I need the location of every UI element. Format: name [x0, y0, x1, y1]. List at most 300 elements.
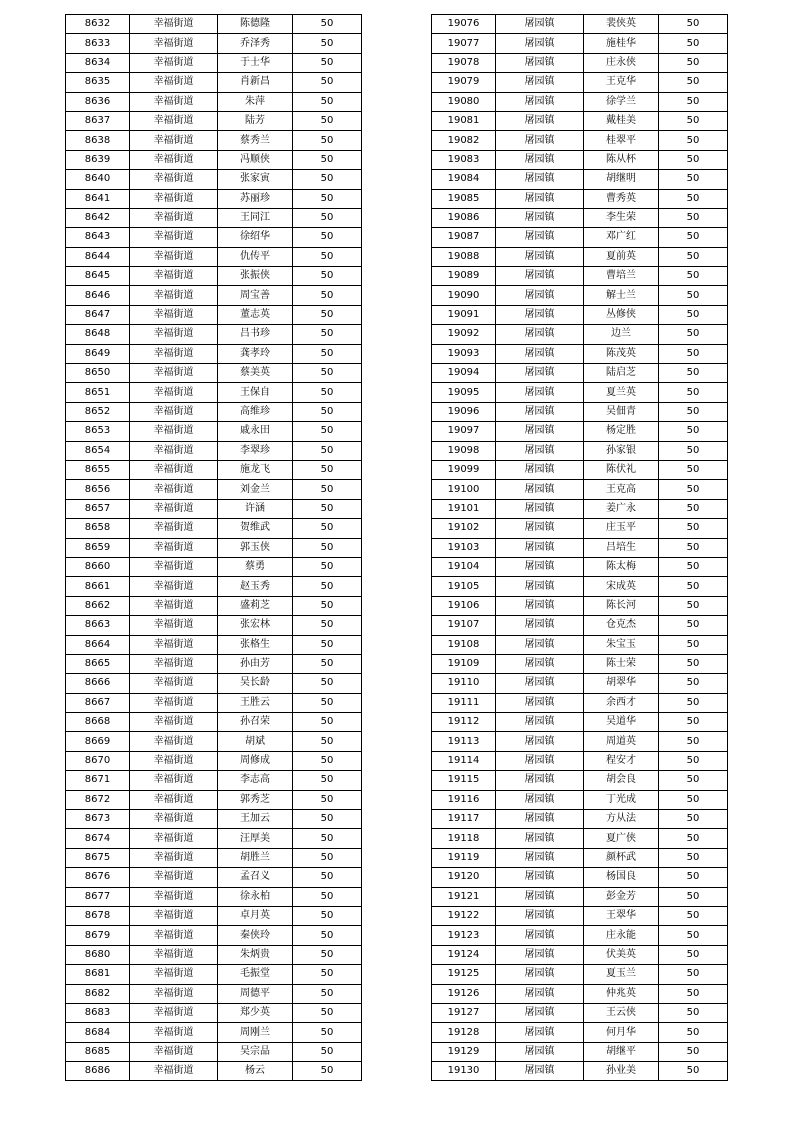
amount-cell: 50 — [293, 635, 362, 654]
person-name-cell: 胡胜兰 — [218, 848, 293, 867]
district-cell: 幸福街道 — [130, 228, 218, 247]
table-row — [66, 422, 362, 441]
amount-cell: 50 — [293, 906, 362, 925]
amount-cell: 50 — [659, 53, 728, 72]
amount-cell: 50 — [293, 499, 362, 518]
record-number-cell: 19077 — [432, 34, 496, 53]
record-number-cell: 8679 — [66, 926, 130, 945]
person-name-cell: 庄永能 — [584, 926, 659, 945]
record-number-cell: 8654 — [66, 441, 130, 460]
record-number-cell: 19086 — [432, 208, 496, 227]
record-number-cell: 19099 — [432, 460, 496, 479]
amount-cell: 50 — [659, 15, 728, 34]
table-row — [432, 441, 728, 460]
table-row — [66, 732, 362, 751]
person-name-cell: 吴道华 — [584, 713, 659, 732]
district-cell: 幸福街道 — [130, 713, 218, 732]
district-cell: 屠园镇 — [496, 247, 584, 266]
table-row — [66, 402, 362, 421]
person-name-cell: 丁光成 — [584, 790, 659, 809]
record-number-cell: 8645 — [66, 267, 130, 286]
table-row — [432, 92, 728, 111]
table-row — [432, 984, 728, 1003]
person-name-cell: 庄永侠 — [584, 53, 659, 72]
table-row — [66, 519, 362, 538]
person-name-cell: 孙业美 — [584, 1062, 659, 1081]
record-number-cell: 19102 — [432, 519, 496, 538]
amount-cell: 50 — [293, 1062, 362, 1081]
record-number-cell: 8643 — [66, 228, 130, 247]
table-row — [66, 1023, 362, 1042]
person-name-cell: 夏广侠 — [584, 829, 659, 848]
table-row — [432, 170, 728, 189]
amount-cell: 50 — [293, 713, 362, 732]
table-row — [66, 654, 362, 673]
person-name-cell: 王保自 — [218, 383, 293, 402]
person-name-cell: 苏丽珍 — [218, 189, 293, 208]
person-name-cell: 于士华 — [218, 53, 293, 72]
district-cell: 屠园镇 — [496, 1023, 584, 1042]
table-row — [66, 577, 362, 596]
person-name-cell: 陈德隆 — [218, 15, 293, 34]
table-row — [432, 111, 728, 130]
district-cell: 幸福街道 — [130, 945, 218, 964]
record-number-cell: 19097 — [432, 422, 496, 441]
record-number-cell: 19123 — [432, 926, 496, 945]
district-cell: 幸福街道 — [130, 422, 218, 441]
person-name-cell: 孙家银 — [584, 441, 659, 460]
table-row — [66, 616, 362, 635]
record-number-cell: 19081 — [432, 111, 496, 130]
table-row — [66, 325, 362, 344]
record-number-cell: 19088 — [432, 247, 496, 266]
district-cell: 屠园镇 — [496, 344, 584, 363]
table-row — [432, 906, 728, 925]
table-row — [432, 965, 728, 984]
record-number-cell: 19076 — [432, 15, 496, 34]
table-row — [432, 15, 728, 34]
district-cell: 屠园镇 — [496, 519, 584, 538]
district-cell: 幸福街道 — [130, 635, 218, 654]
record-number-cell: 19082 — [432, 131, 496, 150]
table-row — [432, 422, 728, 441]
table-row — [66, 965, 362, 984]
district-cell: 幸福街道 — [130, 674, 218, 693]
table-row — [432, 131, 728, 150]
amount-cell: 50 — [293, 926, 362, 945]
table-row — [432, 267, 728, 286]
district-cell: 屠园镇 — [496, 616, 584, 635]
amount-cell: 50 — [659, 790, 728, 809]
amount-cell: 50 — [659, 1023, 728, 1042]
district-cell: 屠园镇 — [496, 305, 584, 324]
person-name-cell: 张格生 — [218, 635, 293, 654]
table-row — [432, 499, 728, 518]
amount-cell: 50 — [659, 926, 728, 945]
person-name-cell: 王云侠 — [584, 1003, 659, 1022]
person-name-cell: 宋成英 — [584, 577, 659, 596]
table-row — [432, 848, 728, 867]
person-name-cell: 杨云 — [218, 1062, 293, 1081]
district-cell: 屠园镇 — [496, 790, 584, 809]
amount-cell: 50 — [293, 654, 362, 673]
district-cell: 屠园镇 — [496, 848, 584, 867]
table-row — [66, 926, 362, 945]
district-cell: 幸福街道 — [130, 751, 218, 770]
record-number-cell: 19117 — [432, 810, 496, 829]
table-row — [432, 208, 728, 227]
person-name-cell: 盛莉芝 — [218, 596, 293, 615]
record-number-cell: 8637 — [66, 111, 130, 130]
amount-cell: 50 — [293, 267, 362, 286]
table-row — [432, 34, 728, 53]
amount-cell: 50 — [293, 150, 362, 169]
district-cell: 幸福街道 — [130, 577, 218, 596]
person-name-cell: 桂翠平 — [584, 131, 659, 150]
person-name-cell: 周道英 — [584, 732, 659, 751]
amount-cell: 50 — [293, 984, 362, 1003]
record-number-cell: 19127 — [432, 1003, 496, 1022]
table-row — [66, 364, 362, 383]
district-cell: 幸福街道 — [130, 208, 218, 227]
record-number-cell: 8651 — [66, 383, 130, 402]
table-row — [66, 674, 362, 693]
table-row — [66, 383, 362, 402]
district-cell: 屠园镇 — [496, 131, 584, 150]
amount-cell: 50 — [293, 1023, 362, 1042]
record-number-cell: 19087 — [432, 228, 496, 247]
amount-cell: 50 — [659, 34, 728, 53]
person-name-cell: 夏兰英 — [584, 383, 659, 402]
record-number-cell: 19096 — [432, 402, 496, 421]
amount-cell: 50 — [293, 1003, 362, 1022]
table-row — [66, 945, 362, 964]
table-row — [66, 868, 362, 887]
district-cell: 幸福街道 — [130, 247, 218, 266]
district-cell: 幸福街道 — [130, 364, 218, 383]
table-row — [66, 538, 362, 557]
person-name-cell: 李翠珍 — [218, 441, 293, 460]
district-cell: 屠园镇 — [496, 868, 584, 887]
amount-cell: 50 — [659, 945, 728, 964]
person-name-cell: 李志高 — [218, 771, 293, 790]
table-row — [432, 305, 728, 324]
district-cell: 屠园镇 — [496, 693, 584, 712]
person-name-cell: 吴宗品 — [218, 1042, 293, 1061]
district-cell: 屠园镇 — [496, 1003, 584, 1022]
table-row — [432, 325, 728, 344]
table-row — [432, 829, 728, 848]
table-row — [66, 189, 362, 208]
table-row — [432, 228, 728, 247]
amount-cell: 50 — [659, 654, 728, 673]
person-name-cell: 曹秀英 — [584, 189, 659, 208]
record-number-cell: 8682 — [66, 984, 130, 1003]
table-row — [66, 790, 362, 809]
record-number-cell: 19120 — [432, 868, 496, 887]
record-number-cell: 19104 — [432, 557, 496, 576]
amount-cell: 50 — [293, 208, 362, 227]
district-cell: 幸福街道 — [130, 150, 218, 169]
table-row — [66, 111, 362, 130]
amount-cell: 50 — [659, 713, 728, 732]
person-name-cell: 伏美英 — [584, 945, 659, 964]
record-number-cell: 8662 — [66, 596, 130, 615]
person-name-cell: 吕培生 — [584, 538, 659, 557]
district-cell: 幸福街道 — [130, 441, 218, 460]
record-number-cell: 19092 — [432, 325, 496, 344]
record-number-cell: 19116 — [432, 790, 496, 809]
right-roster-body — [432, 15, 728, 1081]
table-row — [432, 654, 728, 673]
person-name-cell: 颜杯武 — [584, 848, 659, 867]
record-number-cell: 8646 — [66, 286, 130, 305]
record-number-cell: 19128 — [432, 1023, 496, 1042]
district-cell: 屠园镇 — [496, 53, 584, 72]
amount-cell: 50 — [293, 848, 362, 867]
table-row — [66, 887, 362, 906]
person-name-cell: 陈太梅 — [584, 557, 659, 576]
amount-cell: 50 — [659, 92, 728, 111]
amount-cell: 50 — [659, 111, 728, 130]
record-number-cell: 19095 — [432, 383, 496, 402]
record-number-cell: 8659 — [66, 538, 130, 557]
table-row — [432, 1023, 728, 1042]
amount-cell: 50 — [293, 616, 362, 635]
amount-cell: 50 — [659, 189, 728, 208]
amount-cell: 50 — [293, 325, 362, 344]
person-name-cell: 汪厚美 — [218, 829, 293, 848]
person-name-cell: 解士兰 — [584, 286, 659, 305]
person-name-cell: 陆启芝 — [584, 364, 659, 383]
person-name-cell: 仲兆英 — [584, 984, 659, 1003]
table-row — [432, 810, 728, 829]
table-row — [66, 131, 362, 150]
amount-cell: 50 — [293, 92, 362, 111]
left-roster-table — [65, 14, 362, 1081]
record-number-cell: 8683 — [66, 1003, 130, 1022]
district-cell: 屠园镇 — [496, 92, 584, 111]
record-number-cell: 8684 — [66, 1023, 130, 1042]
person-name-cell: 邓广红 — [584, 228, 659, 247]
amount-cell: 50 — [293, 519, 362, 538]
district-cell: 屠园镇 — [496, 460, 584, 479]
district-cell: 幸福街道 — [130, 305, 218, 324]
record-number-cell: 19078 — [432, 53, 496, 72]
amount-cell: 50 — [659, 247, 728, 266]
record-number-cell: 8686 — [66, 1062, 130, 1081]
amount-cell: 50 — [293, 887, 362, 906]
person-name-cell: 朱炳贵 — [218, 945, 293, 964]
amount-cell: 50 — [293, 364, 362, 383]
record-number-cell: 8661 — [66, 577, 130, 596]
district-cell: 幸福街道 — [130, 15, 218, 34]
district-cell: 屠园镇 — [496, 325, 584, 344]
amount-cell: 50 — [293, 34, 362, 53]
record-number-cell: 8655 — [66, 460, 130, 479]
record-number-cell: 8653 — [66, 422, 130, 441]
table-row — [66, 848, 362, 867]
table-row — [432, 344, 728, 363]
record-number-cell: 19113 — [432, 732, 496, 751]
district-cell: 幸福街道 — [130, 693, 218, 712]
amount-cell: 50 — [659, 519, 728, 538]
amount-cell: 50 — [659, 364, 728, 383]
amount-cell: 50 — [659, 596, 728, 615]
district-cell: 屠园镇 — [496, 557, 584, 576]
amount-cell: 50 — [659, 170, 728, 189]
district-cell: 幸福街道 — [130, 596, 218, 615]
district-cell: 幸福街道 — [130, 965, 218, 984]
record-number-cell: 19091 — [432, 305, 496, 324]
record-number-cell: 19106 — [432, 596, 496, 615]
amount-cell: 50 — [659, 1003, 728, 1022]
district-cell: 幸福街道 — [130, 267, 218, 286]
record-number-cell: 19098 — [432, 441, 496, 460]
district-cell: 屠园镇 — [496, 15, 584, 34]
person-name-cell: 何月华 — [584, 1023, 659, 1042]
record-number-cell: 19079 — [432, 73, 496, 92]
person-name-cell: 丛修侠 — [584, 305, 659, 324]
district-cell: 幸福街道 — [130, 1003, 218, 1022]
person-name-cell: 陈士荣 — [584, 654, 659, 673]
amount-cell: 50 — [293, 538, 362, 557]
person-name-cell: 龚孝玲 — [218, 344, 293, 363]
record-number-cell: 8652 — [66, 402, 130, 421]
district-cell: 屠园镇 — [496, 596, 584, 615]
person-name-cell: 戴桂美 — [584, 111, 659, 130]
table-row — [66, 713, 362, 732]
record-number-cell: 19118 — [432, 829, 496, 848]
table-row — [66, 1003, 362, 1022]
amount-cell: 50 — [293, 73, 362, 92]
amount-cell: 50 — [659, 906, 728, 925]
person-name-cell: 徐永柏 — [218, 887, 293, 906]
amount-cell: 50 — [659, 616, 728, 635]
district-cell: 屠园镇 — [496, 73, 584, 92]
table-row — [66, 635, 362, 654]
person-name-cell: 蔡勇 — [218, 557, 293, 576]
record-number-cell: 19111 — [432, 693, 496, 712]
district-cell: 屠园镇 — [496, 441, 584, 460]
amount-cell: 50 — [293, 868, 362, 887]
record-number-cell: 19090 — [432, 286, 496, 305]
amount-cell: 50 — [293, 732, 362, 751]
table-row — [432, 887, 728, 906]
person-name-cell: 孙召荣 — [218, 713, 293, 732]
person-name-cell: 程安才 — [584, 751, 659, 770]
person-name-cell: 乔泽秀 — [218, 34, 293, 53]
amount-cell: 50 — [293, 790, 362, 809]
amount-cell: 50 — [293, 577, 362, 596]
person-name-cell: 孟召义 — [218, 868, 293, 887]
district-cell: 屠园镇 — [496, 810, 584, 829]
district-cell: 幸福街道 — [130, 344, 218, 363]
table-row — [66, 596, 362, 615]
table-row — [66, 34, 362, 53]
person-name-cell: 夏玉兰 — [584, 965, 659, 984]
person-name-cell: 蔡美英 — [218, 364, 293, 383]
district-cell: 屠园镇 — [496, 732, 584, 751]
amount-cell: 50 — [659, 422, 728, 441]
amount-cell: 50 — [293, 111, 362, 130]
amount-cell: 50 — [293, 945, 362, 964]
district-cell: 幸福街道 — [130, 906, 218, 925]
table-row — [432, 751, 728, 770]
record-number-cell: 8685 — [66, 1042, 130, 1061]
table-row — [432, 1003, 728, 1022]
table-row — [432, 364, 728, 383]
table-row — [432, 247, 728, 266]
record-number-cell: 8650 — [66, 364, 130, 383]
district-cell: 屠园镇 — [496, 499, 584, 518]
record-number-cell: 8677 — [66, 887, 130, 906]
amount-cell: 50 — [293, 1042, 362, 1061]
table-row — [432, 538, 728, 557]
right-roster-table — [431, 14, 728, 1081]
record-number-cell: 19100 — [432, 480, 496, 499]
amount-cell: 50 — [659, 383, 728, 402]
record-number-cell: 8640 — [66, 170, 130, 189]
table-row — [66, 1062, 362, 1081]
record-number-cell: 19108 — [432, 635, 496, 654]
district-cell: 屠园镇 — [496, 383, 584, 402]
record-number-cell: 8636 — [66, 92, 130, 111]
district-cell: 幸福街道 — [130, 538, 218, 557]
record-number-cell: 8632 — [66, 15, 130, 34]
table-row — [432, 189, 728, 208]
district-cell: 屠园镇 — [496, 170, 584, 189]
district-cell: 屠园镇 — [496, 635, 584, 654]
amount-cell: 50 — [293, 305, 362, 324]
district-cell: 屠园镇 — [496, 208, 584, 227]
table-row — [66, 480, 362, 499]
person-name-cell: 肖新昌 — [218, 73, 293, 92]
record-number-cell: 8664 — [66, 635, 130, 654]
amount-cell: 50 — [659, 73, 728, 92]
table-row — [432, 150, 728, 169]
person-name-cell: 胡翠华 — [584, 674, 659, 693]
person-name-cell: 吴佃青 — [584, 402, 659, 421]
amount-cell: 50 — [659, 1042, 728, 1061]
person-name-cell: 郭玉侠 — [218, 538, 293, 557]
table-row — [432, 771, 728, 790]
amount-cell: 50 — [293, 422, 362, 441]
district-cell: 屠园镇 — [496, 713, 584, 732]
person-name-cell: 胡继明 — [584, 170, 659, 189]
table-row — [66, 53, 362, 72]
person-name-cell: 曹培兰 — [584, 267, 659, 286]
district-cell: 屠园镇 — [496, 402, 584, 421]
record-number-cell: 19105 — [432, 577, 496, 596]
record-number-cell: 8674 — [66, 829, 130, 848]
record-number-cell: 8656 — [66, 480, 130, 499]
amount-cell: 50 — [293, 965, 362, 984]
table-row — [66, 73, 362, 92]
amount-cell: 50 — [659, 441, 728, 460]
person-name-cell: 张宏林 — [218, 616, 293, 635]
table-row — [66, 1042, 362, 1061]
record-number-cell: 19093 — [432, 344, 496, 363]
person-name-cell: 陈长河 — [584, 596, 659, 615]
district-cell: 幸福街道 — [130, 810, 218, 829]
person-name-cell: 朱萍 — [218, 92, 293, 111]
record-number-cell: 19115 — [432, 771, 496, 790]
record-number-cell: 8680 — [66, 945, 130, 964]
person-name-cell: 王克高 — [584, 480, 659, 499]
table-row — [432, 945, 728, 964]
record-number-cell: 19103 — [432, 538, 496, 557]
